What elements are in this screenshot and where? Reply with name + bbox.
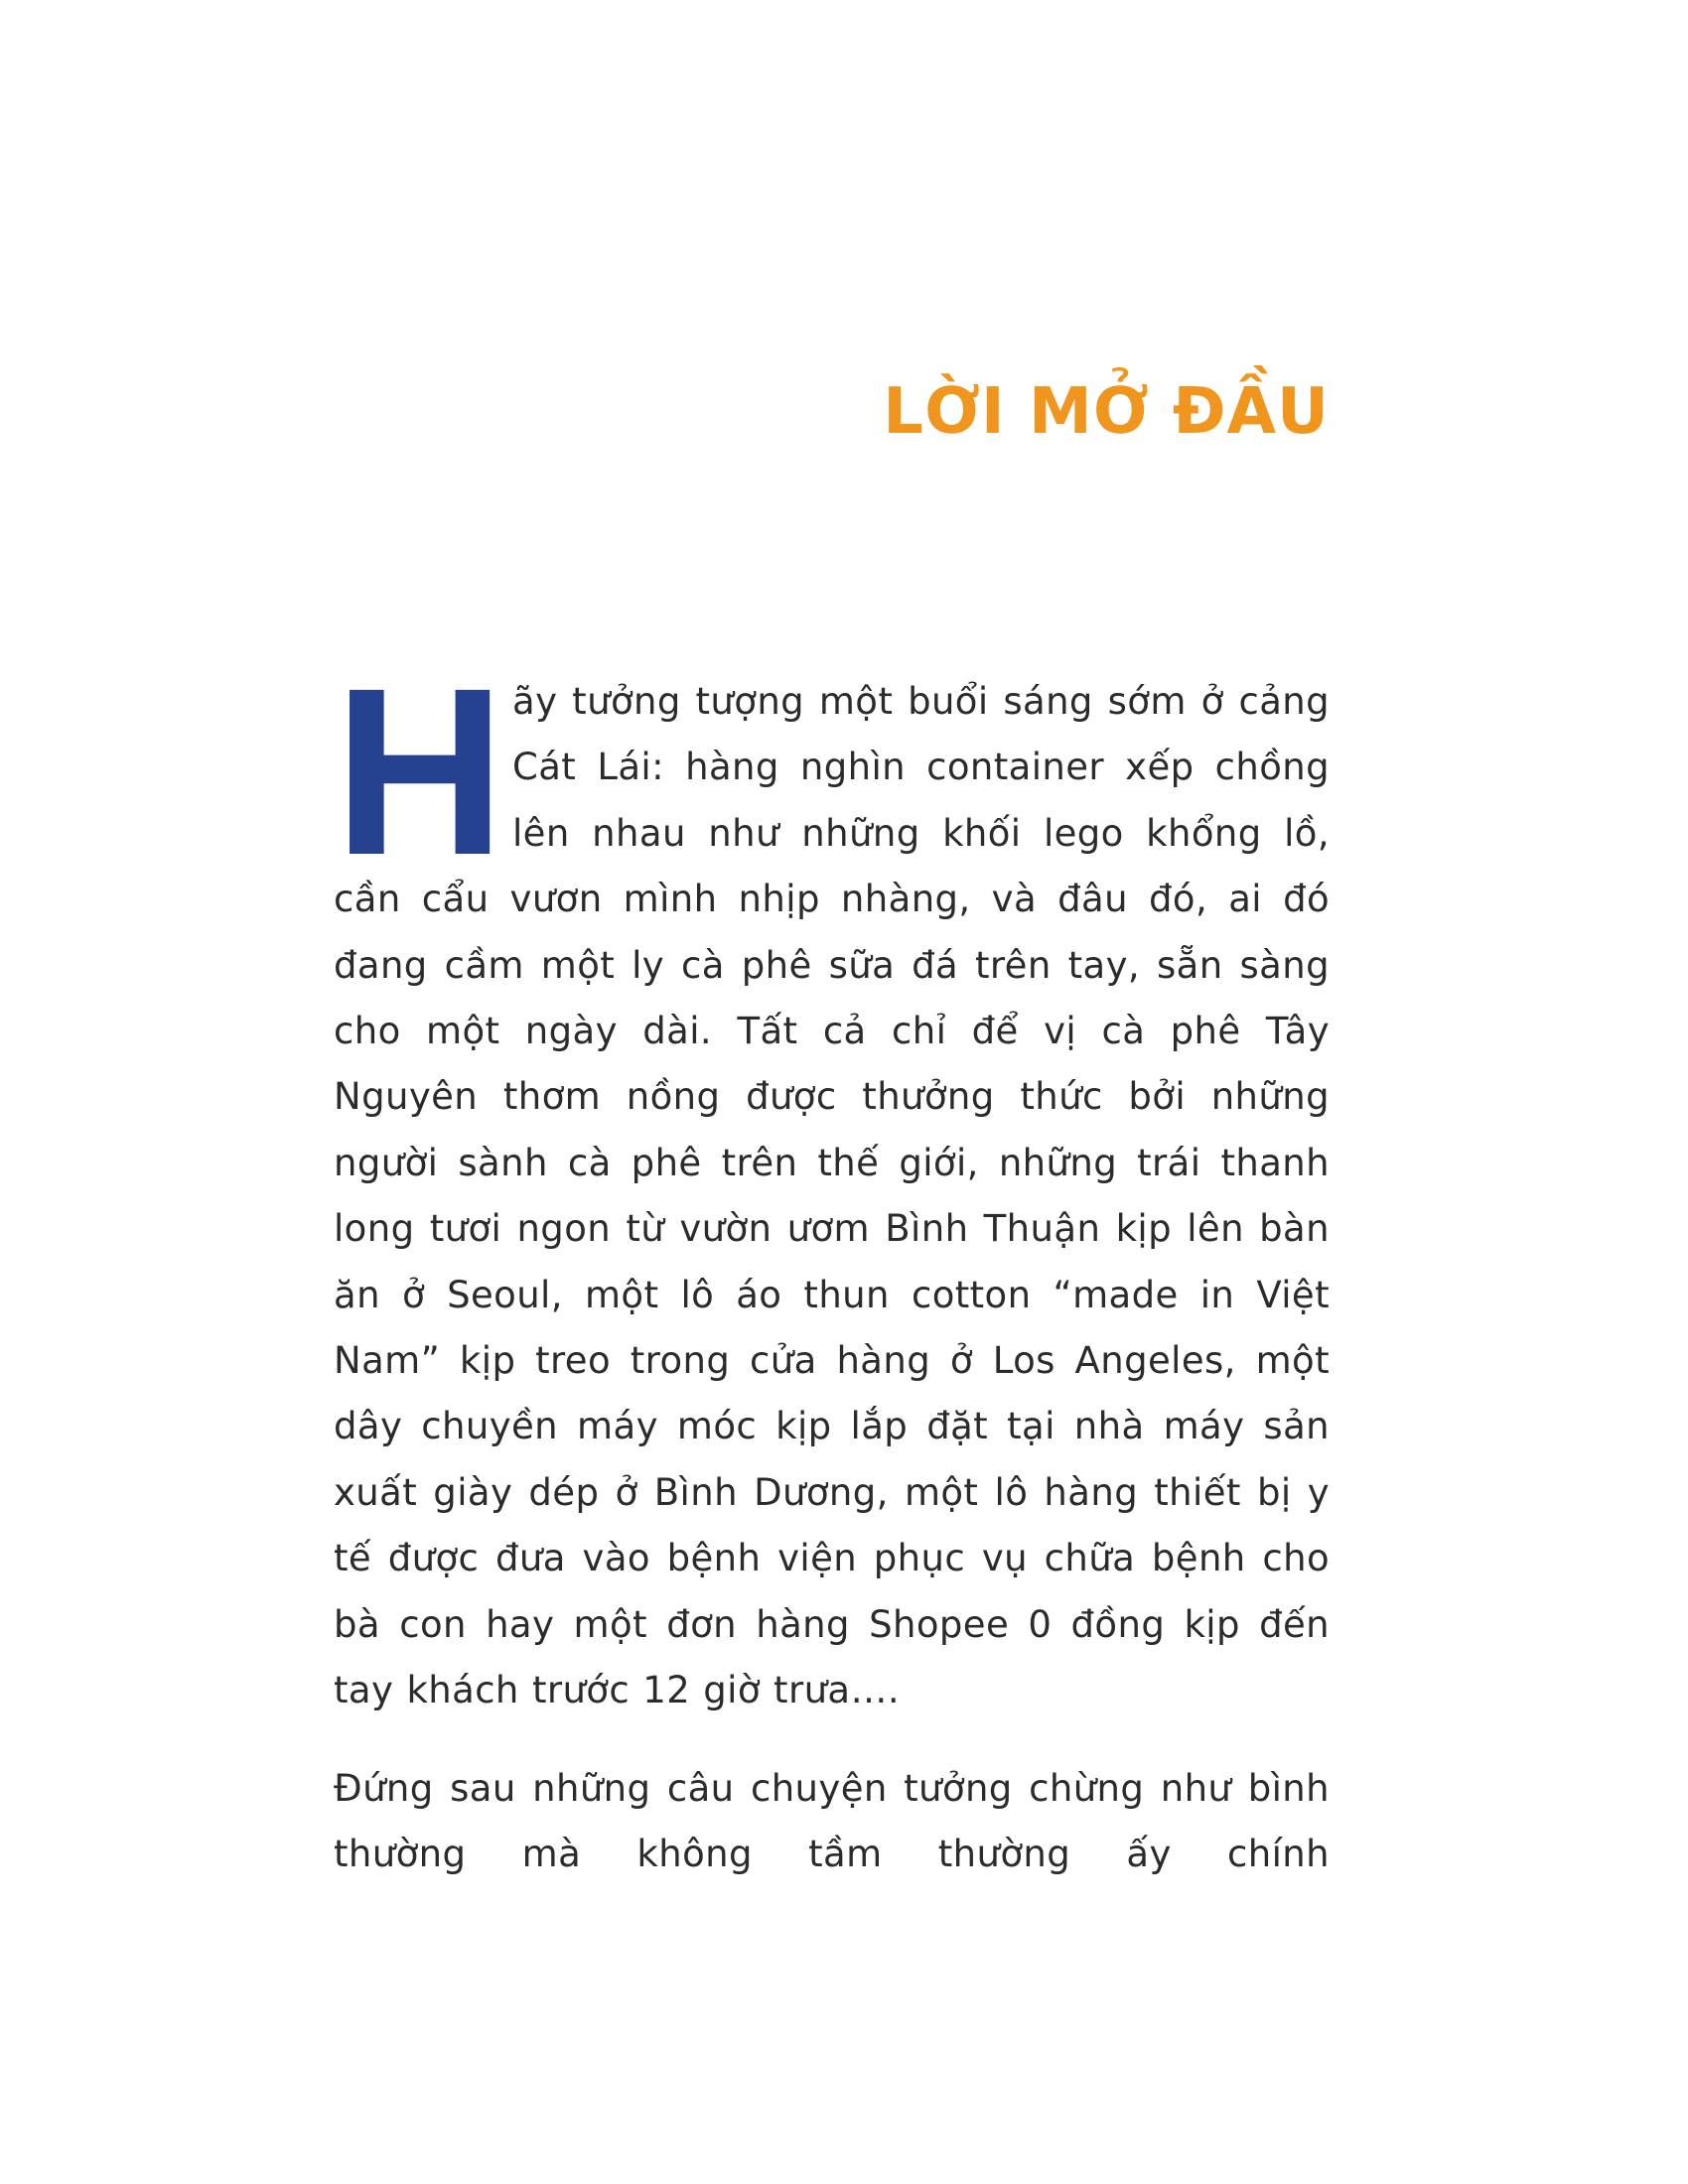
body-text xyxy=(334,638,1330,1887)
drop-cap: H xyxy=(334,638,506,904)
paragraph-2: Đứng sau những câu chuyện tưởng chừng như bình thường mà không tầm thường ấy chính xyxy=(334,1766,1330,1875)
paragraph-1-text: ãy tưởng tượng một buổi sáng sớm ở cảng Cát Lái: hàng nghìn container xếp chồng lên nhau như những khối lego khổng lồ, cần cẩu vươn mình nhịp nhàng, và đâu đó, ai đó đang cầm một ly cà phê sữa đá trên tay, sẵn sàng cho một ngày dài. Tất cả chỉ để vị cà phê Tây Nguyên thơm nồng được thưởng thức bởi những người sành cà phê trên thế giới, những trái thanh long tươi ngon từ vườn ươm Bình Thuận kịp lên bàn ăn ở Seoul, một lô áo thun cotton “made in Việt Nam” kịp treo trong cửa hàng ở Los Angeles, một dây chuyền máy móc kịp lắp đặt tại nhà máy sản xuất giày dép ở Bình Dương, một lô hàng thiết bị y tế được đưa vào bệnh viện phục vụ chữa bệnh cho bà con hay một đơn hàng Shopee 0 đồng kịp đến tay khách trước 12 giờ trưa…. xyxy=(334,680,1330,1712)
page-title: LỜI MỞ ĐẦU xyxy=(883,375,1330,449)
paragraph-1 xyxy=(334,638,1330,1724)
